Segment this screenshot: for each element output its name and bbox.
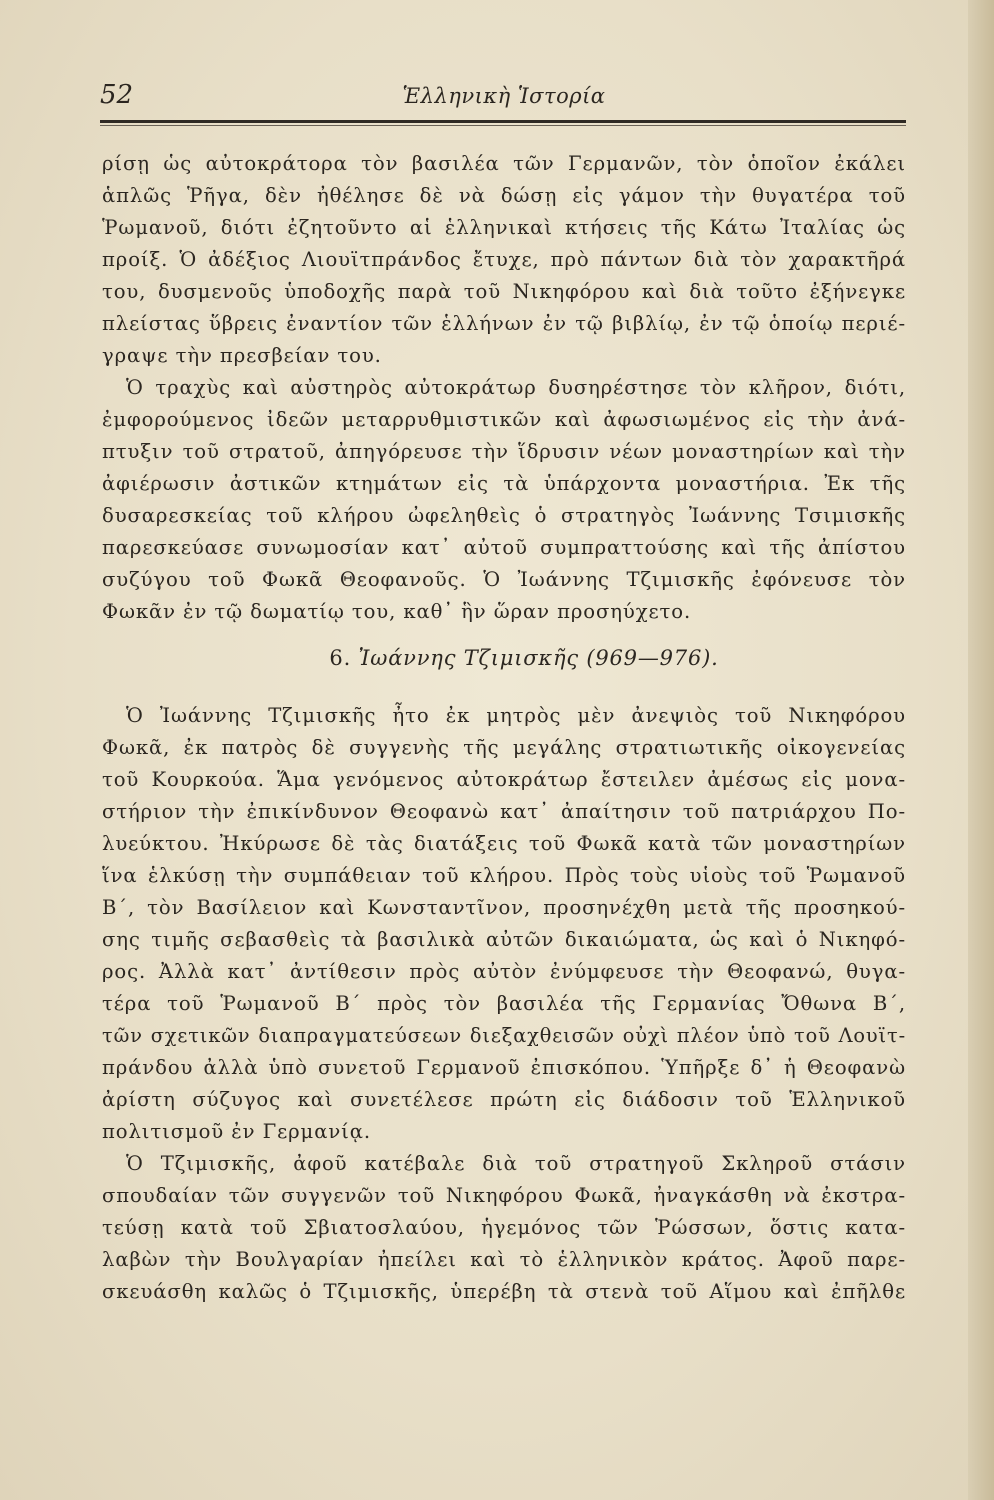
text-line: Ὁ τραχὺς καὶ αὐστηρὸς αὐτοκράτωρ δυσηρέστησε τὸν κλῆρον, διότι, [126,376,906,399]
header-rule-thin [100,125,906,126]
text-line: γραψε τὴν πρεσβείαν του. [102,344,382,367]
text-line: του, δυσμενοῦς ὑποδοχῆς παρὰ τοῦ Νικηφόρου καὶ διὰ τοῦτο ἐξήνεγκε [102,280,906,303]
paragraph-1 [102,148,906,372]
text-line: λυεύκτου. Ἠκύρωσε δὲ τὰς διατάξεις τοῦ Φωκᾶ κατὰ τῶν μοναστηρίων [102,832,906,855]
text-line: τῶν σχετικῶν διαπραγματεύσεων διεξαχθεισῶν οὐχὶ πλέον ὑπὸ τοῦ Λουϊτ- [102,1024,906,1047]
page-edge-shadow [968,0,994,1500]
text-line: ἀρίστη σύζυγος καὶ συνετέλεσε πρώτη εἰς διάδοσιν τοῦ Ἑλληνικοῦ [102,1088,906,1111]
running-title: Ἑλληνικὴ Ἱστορία [402,84,606,108]
text-line: σπουδαίαν τῶν συγγενῶν τοῦ Νικηφόρου Φωκᾶ, ἠναγκάσθη νὰ ἐκστρα- [102,1184,906,1207]
text-line: δυσαρεσκείας τοῦ κλήρου ὠφεληθεὶς ὁ στρατηγὸς Ἰωάννης Τσιμισκῆς [102,504,906,527]
text-line: ἁπλῶς Ῥῆγα, δὲν ἠθέλησε δὲ νὰ δώσῃ εἰς γάμον τὴν θυγατέρα τοῦ [102,184,906,207]
text-line: ρίσῃ ὡς αὐτοκράτορα τὸν βασιλέα τῶν Γερμανῶν, τὸν ὁποῖον ἐκάλει [102,152,906,175]
header-rule [100,120,906,123]
text-line: σκευάσθη καλῶς ὁ Τζιμισκῆς, ὑπερέβη τὰ στενὰ τοῦ Αἵμου καὶ ἐπῆλθε [102,1280,906,1303]
paragraph-2 [102,372,906,628]
text-line: Ὁ Ἰωάννης Τζιμισκῆς ἦτο ἐκ μητρὸς μὲν ἀνεψιὸς τοῦ Νικηφόρου [126,704,906,727]
text-line: λαβὼν τὴν Βουλγαρίαν ἠπείλει καὶ τὸ ἑλληνικὸν κράτος. Ἀφοῦ παρε- [102,1248,906,1271]
section-number: 6. [329,646,352,670]
text-line: πολιτισμοῦ ἐν Γερμανίᾳ. [102,1120,371,1143]
text-line: πράνδου ἀλλὰ ὑπὸ συνετοῦ Γερμανοῦ ἐπισκόπου. Ὑπῆρξε δ᾿ ἡ Θεοφανὼ [102,1056,906,1079]
spacer [102,686,906,700]
text-line: Ῥωμανοῦ, διότι ἐζητοῦντο αἱ ἑλληνικαὶ κτήσεις τῆς Κάτω Ἰταλίας ὡς [102,216,906,239]
text-line: συζύγου τοῦ Φωκᾶ Θεοφανοῦς. Ὁ Ἰωάννης Τζιμισκῆς ἐφόνευσε τὸν [102,568,906,591]
text-line: Ὁ Τζιμισκῆς, ἀφοῦ κατέβαλε διὰ τοῦ στρατηγοῦ Σκληροῦ στάσιν [126,1152,906,1175]
text-line: τεύσῃ κατὰ τοῦ Σβιατοσλαύου, ἡγεμόνος τῶν Ῥώσσων, ὅστις κατα- [102,1216,906,1239]
text-line: σης τιμῆς σεβασθεὶς τὰ βασιλικὰ αὐτῶν δικαιώματα, ὡς καὶ ὁ Νικηφό- [102,928,906,951]
section-title: Ἰωάννης Τζιμισκῆς (969—976). [358,646,719,670]
text-line: Β΄, τὸν Βασίλειον καὶ Κωνσταντῖνον, προσηνέχθη μετὰ τῆς προσηκού- [102,896,906,919]
text-line: τέρα τοῦ Ῥωμανοῦ Β΄ πρὸς τὸν βασιλέα τῆς Γερμανίας Ὄθωνα Β΄, [102,992,906,1015]
text-line: ἀφιέρωσιν ἀστικῶν κτημάτων εἰς τὰ ὑπάρχοντα μοναστήρια. Ἐκ τῆς [102,472,906,495]
text-line: Φωκᾶν ἐν τῷ δωματίῳ του, καθ᾿ ἣν ὥραν προσηύχετο. [102,600,692,623]
text-line: ἐμφορούμενος ἰδεῶν μεταρρυθμιστικῶν καὶ ἀφωσιωμένος εἰς τὴν ἀνά- [102,408,906,431]
text-line: ρος. Ἀλλὰ κατ᾿ ἀντίθεσιν πρὸς αὐτὸν ἐνύμφευσε τὴν Θεοφανώ, θυγα- [102,960,906,983]
text-line: προίξ. Ὁ ἀδέξιος Λιουϊτπράνδος ἔτυχε, πρὸ πάντων διὰ τὸν χαρακτῆρά [102,248,906,271]
text-line: ἵνα ἑλκύσῃ τὴν συμπάθειαν τοῦ κλήρου. Πρὸς τοὺς υἱοὺς τοῦ Ῥωμανοῦ [102,864,906,887]
text-line: παρεσκεύασε συνωμοσίαν κατ᾿ αὐτοῦ συμπραττούσης καὶ τῆς ἀπίστου [102,536,906,559]
text-line: τοῦ Κουρκούα. Ἅμα γενόμενος αὐτοκράτωρ ἔστειλεν ἀμέσως εἰς μονα- [102,768,906,791]
paragraph-3 [102,700,906,1148]
body-text [102,148,906,1308]
text-line: πλείστας ὕβρεις ἐναντίον τῶν ἑλλήνων ἐν τῷ βιβλίῳ, ἐν τῷ ὁποίῳ περιέ- [102,312,906,335]
text-line: Φωκᾶ, ἐκ πατρὸς δὲ συγγενὴς τῆς μεγάλης στρατιωτικῆς οἰκογενείας [102,736,906,759]
text-line: στήριον τὴν ἐπικίνδυνον Θεοφανὼ κατ᾿ ἀπαίτησιν τοῦ πατριάρχου Πο- [102,800,906,823]
page-number: 52 [100,80,134,110]
page-header [100,78,908,118]
paragraph-4 [102,1148,906,1308]
text-line: πτυξιν τοῦ στρατοῦ, ἀπηγόρευσε τὴν ἵδρυσιν νέων μοναστηρίων καὶ τὴν [102,440,906,463]
section-heading [102,628,906,686]
